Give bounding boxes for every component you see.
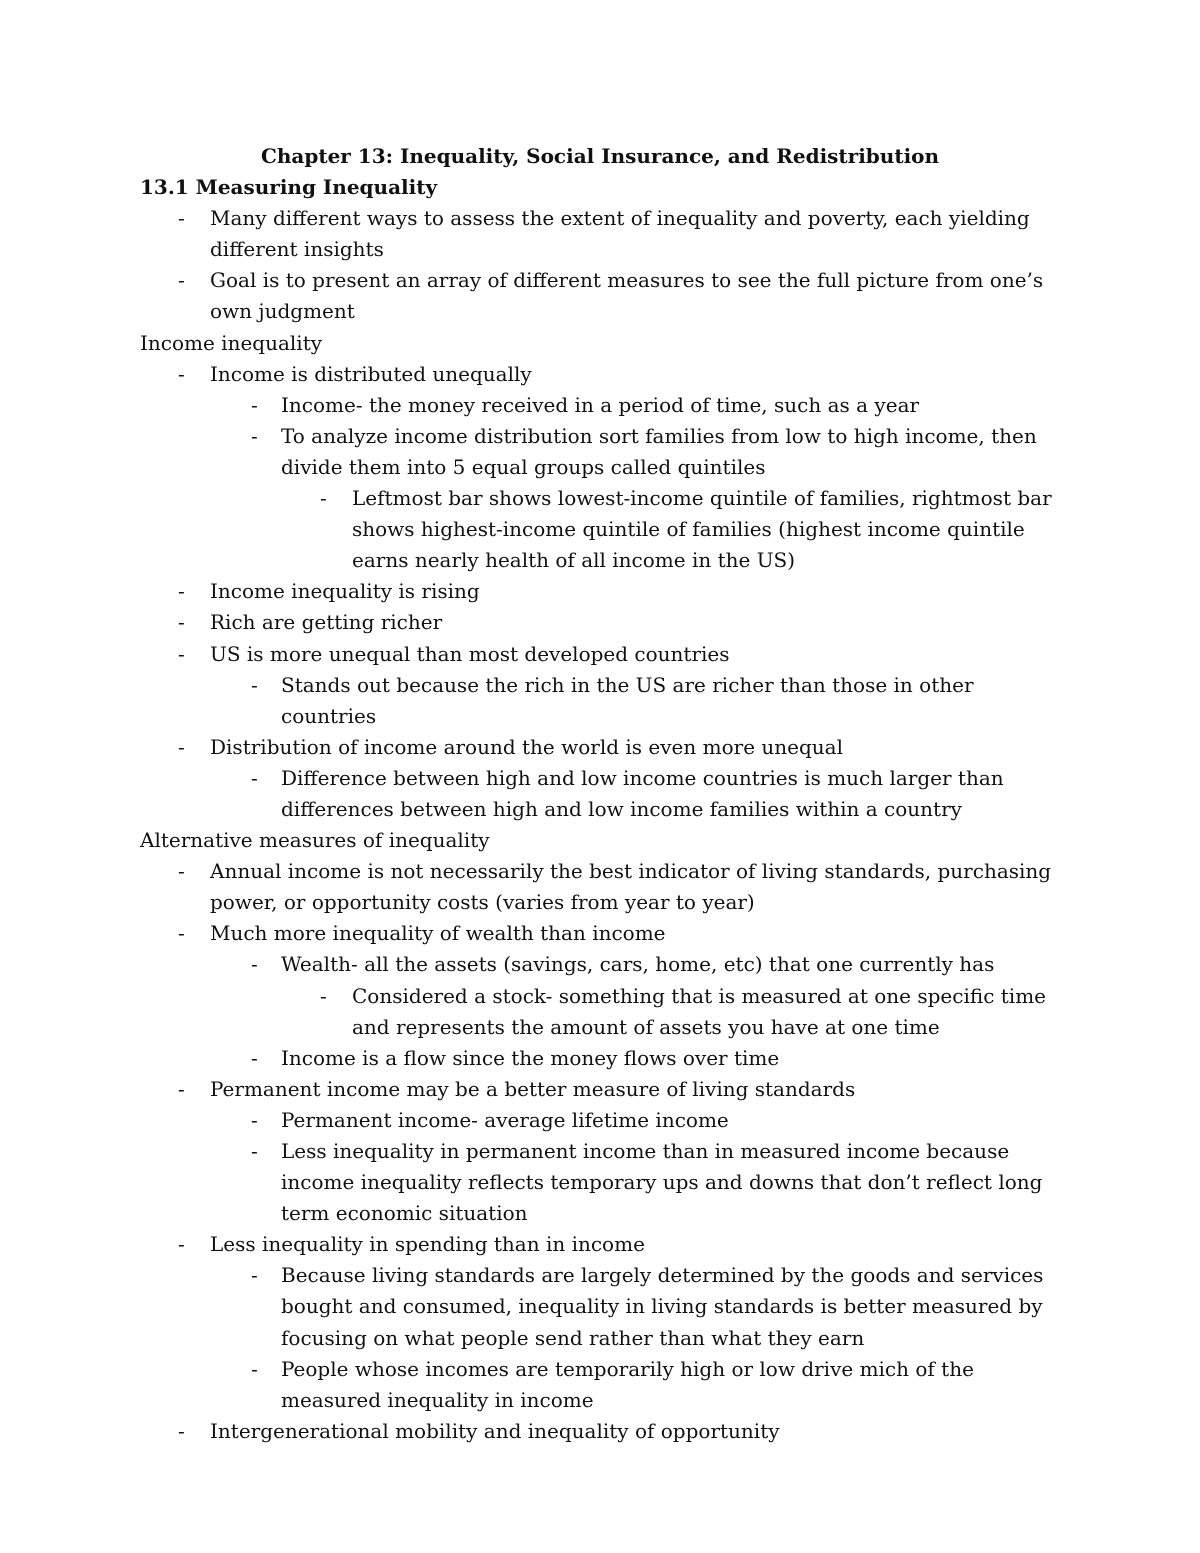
list-item (140, 639, 1080, 670)
bullet-text: Income is a flow since the money flows over time (281, 1045, 780, 1070)
list-item (140, 1136, 1080, 1229)
bullet-dash: - (320, 486, 327, 511)
bullet-text: Less inequality in permanent income than in measured income because income inequality reflects temporary ups and downs that don’t reflect long term economic situation (281, 1139, 1043, 1226)
list-item (140, 1074, 1080, 1105)
list-item (140, 483, 1080, 576)
list-item (140, 607, 1080, 638)
bullet-text: To analyze income distribution sort families from low to high income, then divide them into 5 equal groups called quintiles (281, 423, 1037, 479)
bullet-text: Stands out because the rich in the US are richer than those in other countries (281, 672, 974, 728)
bullet-dash: - (251, 1139, 258, 1163)
list-item (140, 981, 1080, 1043)
list-item (140, 1260, 1080, 1353)
bullet-text: Income inequality is rising (210, 579, 480, 604)
list-item (140, 1043, 1080, 1074)
subsection-heading-income-inequality: Income inequality (140, 330, 323, 355)
list-item (140, 763, 1080, 825)
bullet-dash: - (251, 952, 258, 977)
bullet-dash: - (251, 765, 258, 790)
bullet-dash: - (178, 1076, 185, 1101)
section-heading: 13.1 Measuring Inequality (140, 175, 438, 200)
bullet-dash: - (178, 206, 185, 231)
list-item (140, 670, 1080, 732)
bullet-dash: - (178, 361, 185, 386)
chapter-title: Chapter 13: Inequality, Social Insurance, and Redistribution (260, 144, 940, 168)
bullet-dash: - (178, 641, 185, 666)
bullet-text: Considered a stock- something that is measured at one specific time and represents the amount of assets you have at one time (352, 983, 1046, 1039)
bullet-dash: - (178, 1418, 185, 1443)
bullet-dash: - (178, 1232, 185, 1257)
list-item (140, 856, 1080, 918)
bullet-dash: - (178, 579, 185, 604)
bullet-dash: - (320, 983, 327, 1008)
list-item (140, 1105, 1080, 1136)
list-item (140, 1354, 1080, 1416)
bullet-dash: - (251, 392, 258, 417)
bullet-text: Annual income is not necessarily the best indicator of living standards, purchasing power, or opportunity costs (varies from year to year) (210, 859, 1052, 915)
list-item (140, 265, 1080, 327)
bullet-text: Intergenerational mobility and inequality of opportunity (210, 1418, 780, 1443)
bullet-text: Many different ways to assess the extent of inequality and poverty, each yielding different insights (210, 206, 1030, 262)
bullet-dash: - (251, 1107, 258, 1132)
bullet-dash: - (251, 1356, 258, 1381)
list-item (140, 918, 1080, 949)
bullet-dash: - (178, 859, 185, 884)
bullet-text: Difference between high and low income countries is much larger than differences between high and low income families within a country (281, 765, 1004, 821)
list-item (140, 732, 1080, 763)
bullet-dash: - (178, 268, 185, 293)
document-body (140, 141, 1080, 1447)
list-item (140, 949, 1080, 980)
bullet-text: Wealth- all the assets (savings, cars, home, etc) that one currently has (281, 952, 995, 977)
bullet-text: Income is distributed unequally (210, 361, 532, 386)
bullet-text: Goal is to present an array of different measures to see the full picture from one’s own judgment (210, 268, 1044, 324)
bullet-text: Rich are getting richer (210, 610, 443, 635)
bullet-text: Because living standards are largely determined by the goods and services bought and consumed, inequality in living standards is better measured by focusing on what people send rather than what they earn (281, 1263, 1044, 1350)
bullet-text: Distribution of income around the world is even more unequal (210, 734, 843, 759)
bullet-text: People whose incomes are temporarily high or low drive mich of the measured inequality in income (281, 1356, 974, 1412)
bullet-dash: - (251, 672, 258, 697)
bullet-text: US is more unequal than most developed countries (210, 641, 730, 666)
bullet-text: Income- the money received in a period of time, such as a year (281, 392, 920, 417)
bullet-dash: - (178, 610, 185, 635)
list-item (140, 359, 1080, 390)
list-item (140, 390, 1080, 421)
list-item (140, 203, 1080, 265)
bullet-dash: - (251, 423, 258, 448)
list-item (140, 1229, 1080, 1260)
bullet-text: Permanent income may be a better measure of living standards (210, 1076, 856, 1101)
bullet-text: Leftmost bar shows lowest-income quintile of families, rightmost bar shows highest-income quintile of families (highest income quintile earns nearly health of all income in the US) (352, 486, 1052, 573)
bullet-dash: - (251, 1263, 258, 1288)
bullet-dash: - (251, 1045, 258, 1070)
bullet-dash: - (178, 734, 185, 759)
bullet-dash: - (178, 921, 185, 946)
bullet-text: Less inequality in spending than in income (210, 1232, 645, 1257)
subsection-heading-alternative-measures: Alternative measures of inequality (140, 828, 490, 853)
bullet-text: Permanent income- average lifetime income (281, 1107, 729, 1132)
bullet-text: Much more inequality of wealth than income (210, 921, 666, 946)
list-item (140, 421, 1080, 483)
list-item (140, 1416, 1080, 1447)
list-item (140, 576, 1080, 607)
